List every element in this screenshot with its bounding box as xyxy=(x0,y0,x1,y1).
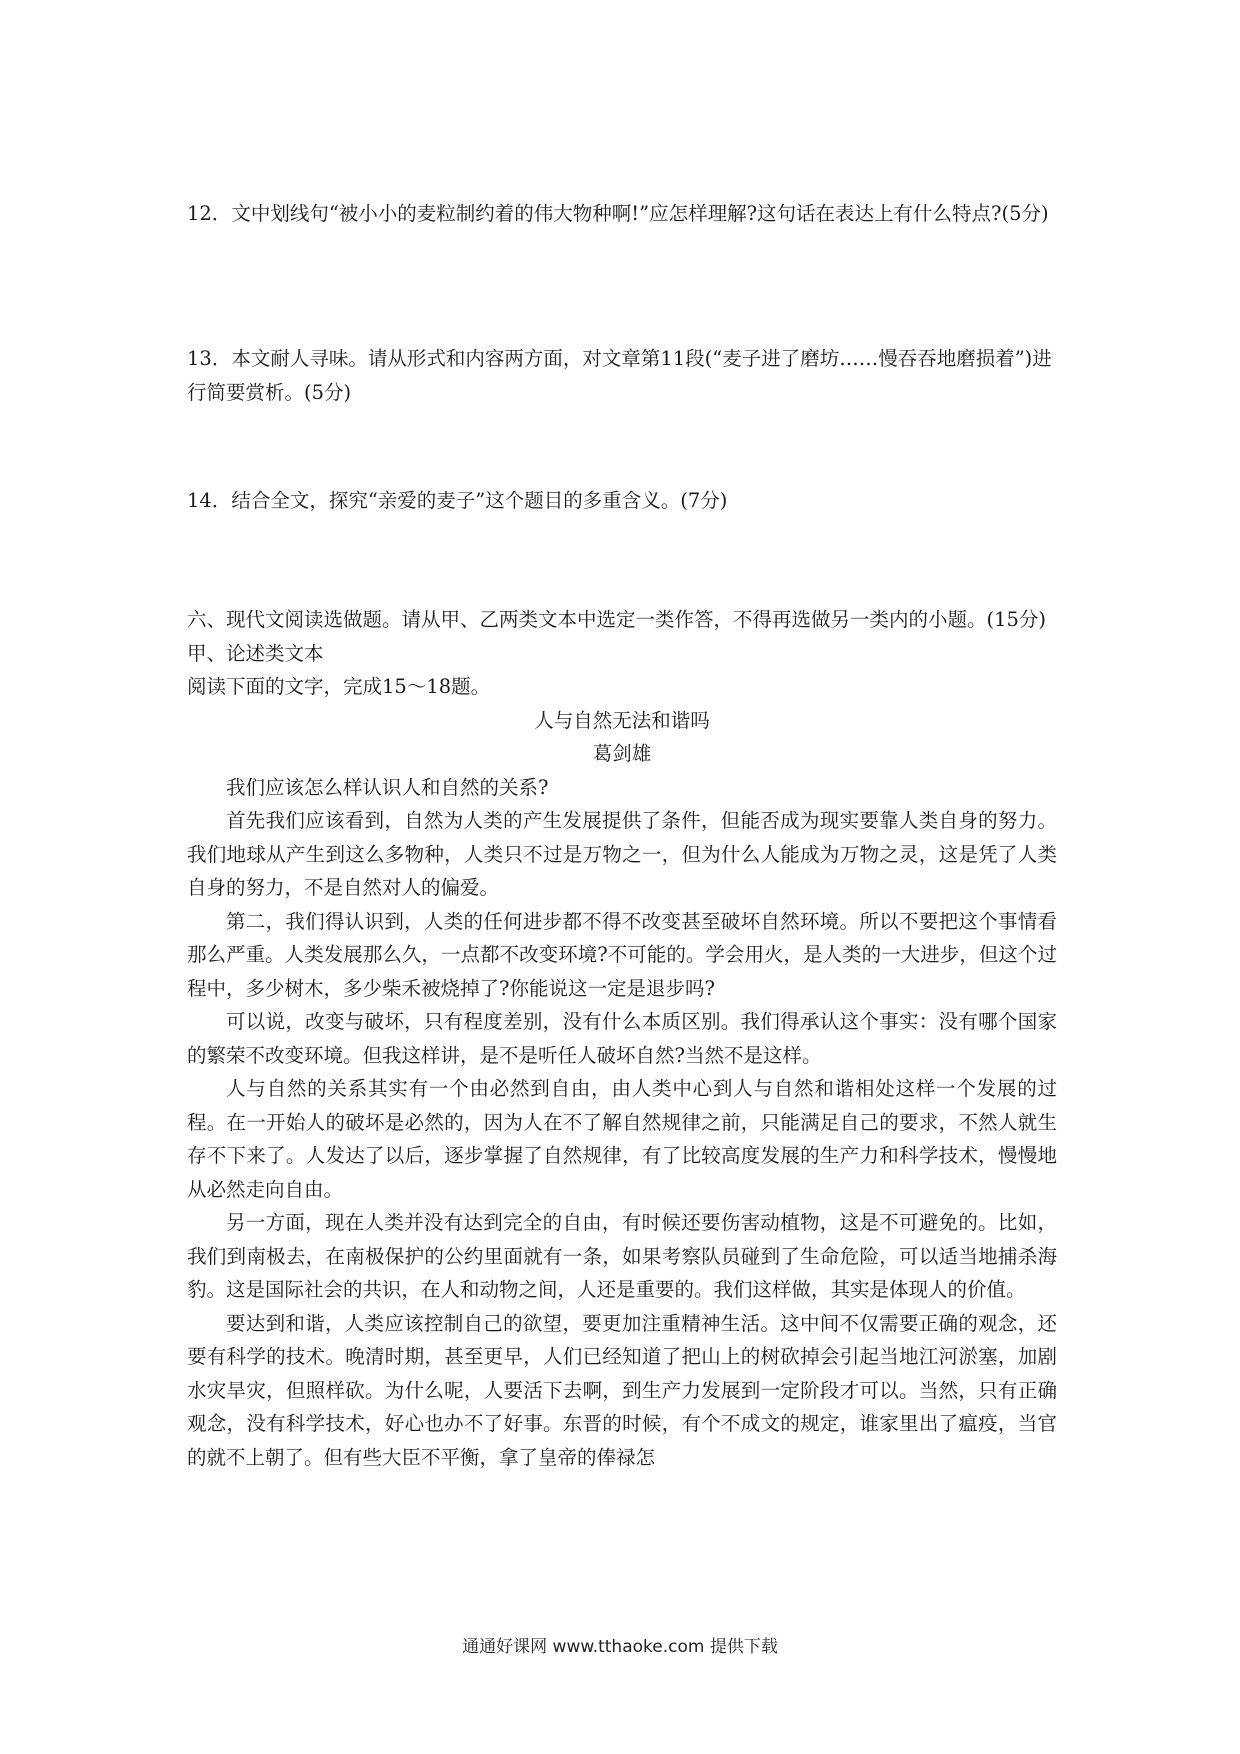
section-heading: 六、现代文阅读选做题。请从甲、乙两类文本中选定一类作答，不得再选做另一类内的小题。(15分) xyxy=(187,608,1047,631)
page-footer: 通通好课网 www.tthaoke.com 提供下载 xyxy=(462,1637,778,1657)
question-13-text: 13．本文耐人寻味。请从形式和内容两方面，对文章第11段(“麦子进了磨坊……慢吞吞地磨损着”)进行简要赏析。(5分) xyxy=(187,347,1052,404)
question-13 xyxy=(187,342,1057,410)
question-12 xyxy=(187,197,1057,231)
article-author: 葛剑雄 xyxy=(592,742,652,765)
question-14 xyxy=(187,484,1057,518)
article-paragraph: 另一方面，现在人类并没有达到完全的自由，有时候还要伤害动植物，这是不可避免的。比如，我们到南极去，在南极保护的公约里面就有一条，如果考察队员碰到了生命危险，可以适当地捕杀海豹。这是国际社会的共识，在人和动物之间，人还是重要的。我们这样做，其实是体现人的价值。 xyxy=(187,1211,1057,1301)
question-14-text: 14．结合全文，探究“亲爱的麦子”这个题目的多重含义。(7分) xyxy=(187,489,728,512)
section-instruction: 阅读下面的文字，完成15～18题。 xyxy=(187,675,491,698)
question-12-text: 12．文中划线句“被小小的麦粒制约着的伟大物种啊!”应怎样理解?这句话在表达上有什么特点?(5分) xyxy=(187,202,1049,225)
article-paragraph: 首先我们应该看到，自然为人类的产生发展提供了条件，但能否成为现实要靠人类自身的努力。我们地球从产生到这么多物种，人类只不过是万物之一，但为什么人能成为万物之灵，这是凭了人类自身的努力，不是自然对人的偏爱。 xyxy=(187,809,1057,899)
article-paragraph: 第二，我们得认识到，人类的任何进步都不得不改变甚至破坏自然环境。所以不要把这个事情看那么严重。人类发展那么久，一点都不改变环境?不可能的。学会用火，是人类的一大进步，但这个过程中，多少树木，多少柴禾被烧掉了?你能说这一定是退步吗? xyxy=(187,909,1057,1000)
article-paragraph: 人与自然的关系其实有一个由必然到自由，由人类中心到人与自然和谐相处这样一个发展的过程。在一开始人的破坏是必然的，因为人在不了解自然规律之前，只能满足自己的要求，不然人就生存不下来了。人发达了以后，逐步掌握了自然规律，有了比较高度发展的生产力和科学技术，慢慢地从必然走向自由。 xyxy=(187,1077,1057,1201)
article-paragraph: 我们应该怎么样认识人和自然的关系? xyxy=(226,775,549,799)
article-paragraph: 可以说，改变与破坏，只有程度差别，没有什么本质区别。我们得承认这个事实：没有哪个国家的繁荣不改变环境。但我这样讲，是不是听任人破坏自然?当然不是这样。 xyxy=(187,1010,1057,1067)
section-subheading: 甲、论述类文本 xyxy=(187,641,324,665)
article-title: 人与自然无法和谐吗 xyxy=(534,708,710,732)
article-paragraph: 要达到和谐，人类应该控制自己的欲望，要更加注重精神生活。这中间不仅需要正确的观念，还要有科学的技术。晚清时期，甚至更早，人们已经知道了把山上的树砍掉会引起当地江河淤塞，加剧水灾旱灾，但照样砍。为什么呢，人要活下去啊，到生产力发展到一定阶段才可以。当然，只有正确观念，没有科学技术，好心也办不了好事。东晋的时候，有个不成文的规定，谁家里出了瘟疫，当官的就不上朝了。但有些大臣不平衡，拿了皇帝的俸禄怎 xyxy=(187,1311,1057,1469)
reading-section xyxy=(187,603,1057,1474)
